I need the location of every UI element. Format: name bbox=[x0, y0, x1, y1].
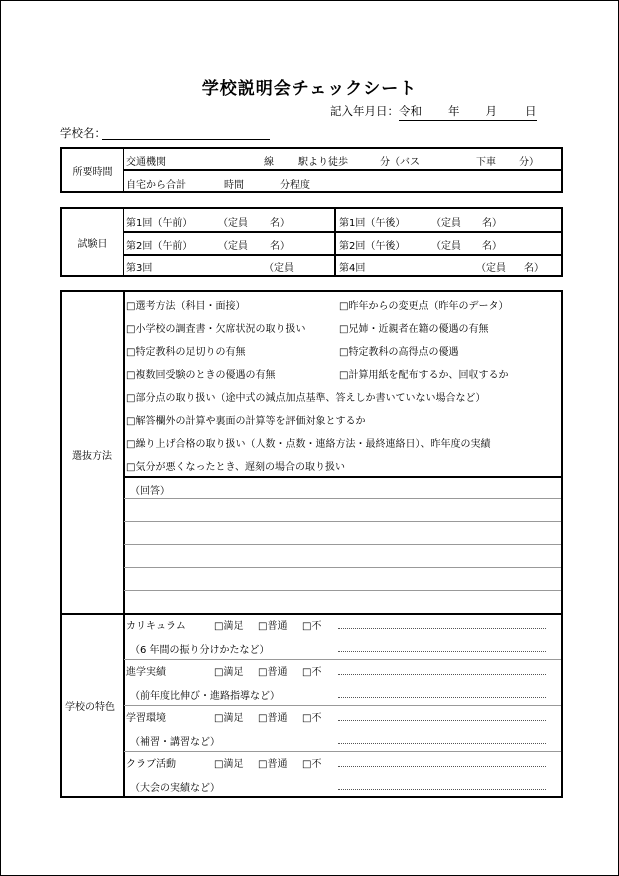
exam-1pm-unit: 名） bbox=[482, 218, 502, 229]
feature-1-opt-satisfied[interactable]: □満足 bbox=[214, 621, 244, 632]
travel-walk: 駅より徒歩 bbox=[298, 157, 348, 168]
feature-3-memo-1[interactable] bbox=[338, 720, 546, 721]
feature-4-memo-1[interactable] bbox=[338, 766, 546, 767]
feature-2-memo-1[interactable] bbox=[338, 674, 546, 675]
feature-3-opt-satisfied[interactable]: □満足 bbox=[214, 713, 244, 724]
travel-transport: 交通機関 bbox=[126, 157, 166, 168]
exam-2am: 第2回（午前） bbox=[126, 241, 193, 252]
feature-2-opt-satisfied[interactable]: □満足 bbox=[214, 667, 244, 678]
sel-item-7[interactable]: □複数回受験のときの優遇の有無 bbox=[126, 370, 276, 381]
exam-2pm-cap: （定員 bbox=[431, 241, 461, 252]
answer-line-1[interactable] bbox=[124, 498, 561, 499]
exam-2am-cap: （定員 bbox=[218, 241, 248, 252]
date-label: 記入年月日： bbox=[330, 104, 399, 118]
feature-4-opt-satisfied[interactable]: □満足 bbox=[214, 759, 244, 770]
date-month: 月 bbox=[485, 104, 497, 118]
school-label: 学校名： bbox=[60, 126, 106, 140]
sel-item-6[interactable]: □特定教科の高得点の優遇 bbox=[339, 347, 459, 358]
school-name-field[interactable] bbox=[102, 139, 270, 140]
sel-item-1[interactable]: □選考方法（科目・面接） bbox=[126, 301, 246, 312]
answer-line-4[interactable] bbox=[124, 567, 561, 568]
date-year: 年 bbox=[448, 104, 460, 118]
travel-hours: 時間 bbox=[224, 180, 244, 191]
feature-1-memo-2[interactable] bbox=[338, 651, 546, 652]
exam-divider-1 bbox=[124, 231, 561, 233]
exam-1am-unit: 名） bbox=[270, 218, 290, 229]
feature-divider-3 bbox=[124, 751, 561, 752]
sel-item-5[interactable]: □特定教科の足切りの有無 bbox=[126, 347, 246, 358]
date-underline[interactable] bbox=[399, 103, 537, 121]
selection-box bbox=[60, 290, 563, 798]
feature-3-note: （補習・講習など） bbox=[130, 737, 220, 748]
feature-2-opt-dissatisfied[interactable]: □不 bbox=[302, 667, 322, 678]
exam-label: 試験日 bbox=[62, 209, 124, 275]
feature-4-memo-2[interactable] bbox=[338, 789, 546, 790]
answer-line-3[interactable] bbox=[124, 544, 561, 545]
exam-3: 第3回 bbox=[126, 263, 153, 274]
exam-2am-unit: 名） bbox=[270, 241, 290, 252]
exam-4-cap: （定員 bbox=[476, 263, 506, 274]
selection-label: 選抜方法 bbox=[72, 451, 112, 462]
sel-item-8[interactable]: □計算用紙を配布するか、回収するか bbox=[339, 370, 509, 381]
exam-divider-v bbox=[334, 209, 336, 275]
travel-minutes: 分） bbox=[519, 157, 539, 168]
exam-1pm: 第1回（午後） bbox=[339, 218, 406, 229]
feature-divider-2 bbox=[124, 705, 561, 706]
feature-2-memo-2[interactable] bbox=[338, 697, 546, 698]
sel-item-10[interactable]: □解答欄外の計算や裏面の計算等を評価対象とするか bbox=[126, 416, 366, 427]
travel-divider bbox=[124, 169, 561, 171]
answer-top-border bbox=[123, 476, 561, 478]
feature-1-note: （6 年間の振り分けかたなど） bbox=[130, 645, 270, 656]
travel-box bbox=[60, 147, 563, 193]
feature-2-name: 進学実績 bbox=[126, 667, 166, 678]
feature-4-opt-normal[interactable]: □普通 bbox=[258, 759, 288, 770]
travel-line: 線 bbox=[264, 157, 274, 168]
feature-3-name: 学習環境 bbox=[126, 713, 166, 724]
feature-2-note: （前年度比伸び・進路指導など） bbox=[130, 691, 280, 702]
page-title: 学校説明会チェックシート bbox=[201, 79, 418, 99]
school-name bbox=[60, 125, 106, 141]
feature-1-opt-dissatisfied[interactable]: □不 bbox=[302, 621, 322, 632]
sel-item-12[interactable]: □気分が悪くなったとき、遅刻の場合の取り扱い bbox=[126, 462, 346, 473]
answer-line-5[interactable] bbox=[124, 590, 561, 591]
feature-4-opt-dissatisfied[interactable]: □不 bbox=[302, 759, 322, 770]
feature-1-opt-normal[interactable]: □普通 bbox=[258, 621, 288, 632]
feature-2-opt-normal[interactable]: □普通 bbox=[258, 667, 288, 678]
exam-divider-2 bbox=[124, 254, 561, 256]
date-day: 日 bbox=[525, 104, 537, 118]
feature-1-name: カリキュラム bbox=[126, 621, 186, 632]
date-line bbox=[330, 103, 537, 121]
feature-3-opt-normal[interactable]: □普通 bbox=[258, 713, 288, 724]
travel-mins: 分程度 bbox=[280, 180, 310, 191]
feature-1-memo-1[interactable] bbox=[338, 628, 546, 629]
exam-1am: 第1回（午前） bbox=[126, 218, 193, 229]
travel-getoff: 下車 bbox=[476, 157, 496, 168]
feature-4-name: クラブ活動 bbox=[126, 759, 176, 770]
travel-label: 所要時間 bbox=[62, 149, 124, 191]
answer-label: （回答） bbox=[130, 486, 170, 497]
sel-item-9[interactable]: □部分点の取り扱い（途中式の減点加点基準、答えしか書いていない場合など） bbox=[126, 393, 486, 404]
exam-4: 第4回 bbox=[339, 263, 366, 274]
exam-1am-cap: （定員 bbox=[218, 218, 248, 229]
features-label: 学校の特色 bbox=[65, 702, 115, 713]
sel-item-11[interactable]: □繰り上げ合格の取り扱い（人数・点数・連絡方法・最終連絡日）、昨年度の実績 bbox=[126, 439, 491, 450]
travel-total: 自宅から合計 bbox=[126, 180, 186, 191]
sel-item-2[interactable]: □昨年からの変更点（昨年のデータ） bbox=[339, 301, 509, 312]
feature-divider-1 bbox=[124, 659, 561, 660]
exam-3-cap: （定員 bbox=[264, 263, 294, 274]
exam-4-unit: 名） bbox=[524, 263, 544, 274]
answer-line-2[interactable] bbox=[124, 521, 561, 522]
feature-4-note: （大会の実績など） bbox=[130, 783, 220, 794]
exam-1pm-cap: （定員 bbox=[431, 218, 461, 229]
feature-3-opt-dissatisfied[interactable]: □不 bbox=[302, 713, 322, 724]
features-top-border bbox=[62, 613, 561, 615]
sel-item-3[interactable]: □小学校の調査書・欠席状況の取り扱い bbox=[126, 324, 306, 335]
travel-bus: 分（バス bbox=[380, 157, 420, 168]
feature-3-memo-2[interactable] bbox=[338, 743, 546, 744]
exam-box bbox=[60, 207, 563, 277]
date-era: 令和 bbox=[399, 104, 422, 118]
exam-2pm: 第2回（午後） bbox=[339, 241, 406, 252]
exam-2pm-unit: 名） bbox=[482, 241, 502, 252]
sel-item-4[interactable]: □兄姉・近親者在籍の優遇の有無 bbox=[339, 324, 489, 335]
